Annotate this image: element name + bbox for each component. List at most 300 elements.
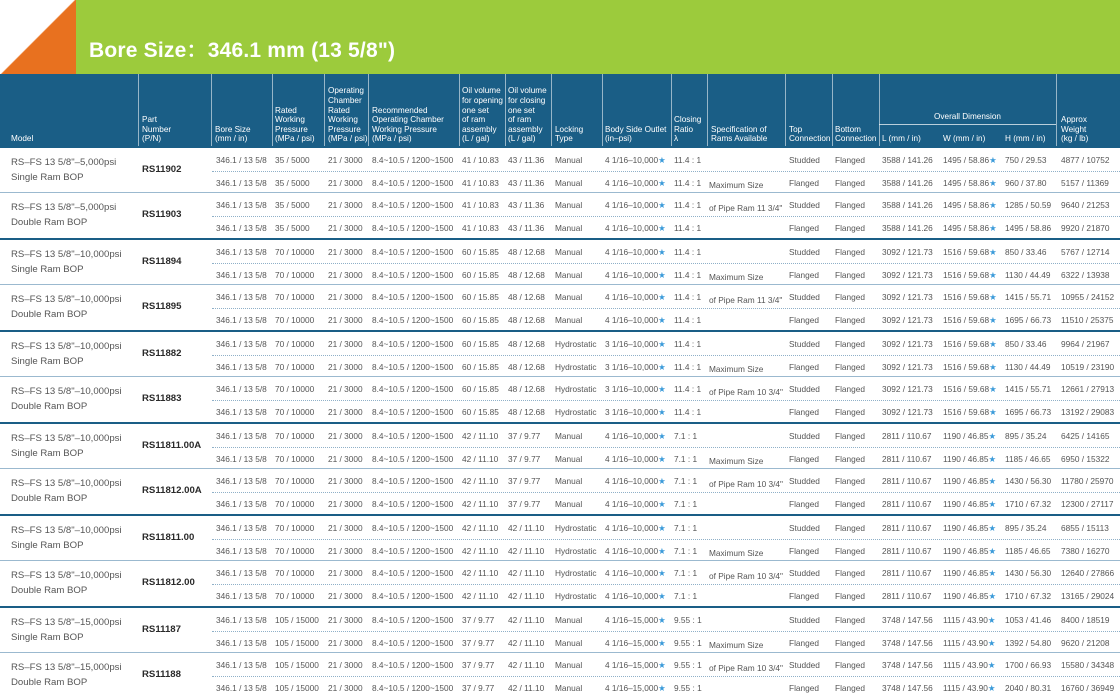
part-number: RS11811.00A bbox=[142, 440, 202, 451]
rated-pressure-cell bbox=[275, 270, 314, 280]
top-connection-cell bbox=[789, 270, 819, 280]
star-icon: ★ bbox=[989, 292, 997, 302]
header-closing-ratio-line: Closing bbox=[674, 115, 702, 125]
header-side-outlet bbox=[605, 125, 666, 144]
closing-ratio-cell-text: 11.4 : 1 bbox=[674, 178, 702, 188]
top-connection-cell-text: Flanged bbox=[789, 178, 819, 188]
height-cell bbox=[1005, 247, 1047, 257]
top-connection-cell-text: Flanged bbox=[789, 362, 819, 372]
spec-rams-note: of Pipe Ram 11 3/4" bbox=[709, 295, 783, 305]
closing-ratio-cell bbox=[674, 270, 701, 280]
oil-closing-cell bbox=[508, 476, 540, 486]
closing-ratio-cell-text: 7.1 : 1 bbox=[674, 499, 698, 509]
closing-ratio-cell-text: 11.4 : 1 bbox=[674, 362, 702, 372]
bore-size-cell bbox=[216, 384, 267, 394]
height-cell bbox=[1005, 384, 1051, 394]
length-cell-text: 2811 / 110.67 bbox=[882, 499, 932, 509]
oil-closing-cell-text: 37 / 9.77 bbox=[508, 454, 541, 464]
oil-opening-cell-text: 41 / 10.83 bbox=[462, 223, 499, 233]
side-outlet-cell bbox=[605, 431, 666, 441]
oil-closing-cell-text: 37 / 9.77 bbox=[508, 476, 541, 486]
op-chamber-pressure-cell-text: 21 / 3000 bbox=[328, 591, 363, 601]
locking-type-cell-text: Manual bbox=[555, 660, 583, 670]
width-cell bbox=[943, 407, 997, 417]
oil-closing-cell bbox=[508, 407, 545, 417]
star-icon: ★ bbox=[658, 200, 666, 210]
recommended-pressure-cell-text: 8.4~10.5 / 1200~1500 bbox=[372, 683, 454, 693]
height-cell-text: 1415 / 55.71 bbox=[1005, 384, 1052, 394]
top-connection-cell-text: Studded bbox=[789, 247, 820, 257]
height-cell-text: 895 / 35.24 bbox=[1005, 431, 1047, 441]
model-name bbox=[11, 384, 122, 414]
length-cell bbox=[882, 683, 933, 693]
oil-closing-cell-text: 42 / 11.10 bbox=[508, 523, 545, 533]
width-cell bbox=[943, 683, 995, 693]
bore-size-cell bbox=[216, 546, 267, 556]
locking-type-cell-text: Manual bbox=[555, 292, 583, 302]
oil-closing-cell-text: 48 / 12.68 bbox=[508, 315, 545, 325]
model-name-line: RS–FS 13 5/8"–10,000psi bbox=[11, 386, 122, 397]
weight-cell bbox=[1061, 270, 1109, 280]
height-cell bbox=[1005, 292, 1051, 302]
rated-pressure-cell-text: 105 / 15000 bbox=[275, 683, 319, 693]
length-cell bbox=[882, 247, 933, 257]
weight-cell-text: 6322 / 13938 bbox=[1061, 270, 1110, 280]
locking-type-cell bbox=[555, 155, 582, 165]
header-column-divider bbox=[671, 74, 672, 146]
model-group bbox=[0, 652, 1120, 698]
header-op-chamber-pressure-line: Rated bbox=[328, 105, 350, 115]
locking-type-cell bbox=[555, 315, 582, 325]
rated-pressure-cell bbox=[275, 384, 314, 394]
star-icon: ★ bbox=[658, 523, 666, 533]
spec-rams-note: Maximum Size bbox=[709, 456, 764, 466]
rated-pressure-cell bbox=[275, 407, 314, 417]
op-chamber-pressure-cell-text: 21 / 3000 bbox=[328, 431, 363, 441]
star-icon: ★ bbox=[658, 591, 666, 601]
weight-cell bbox=[1061, 568, 1114, 578]
star-icon: ★ bbox=[989, 247, 997, 257]
oil-closing-cell bbox=[508, 178, 544, 188]
header-recommended-pressure-line: Recommended bbox=[372, 105, 428, 115]
header-height-line: H (mm / in) bbox=[1005, 134, 1046, 144]
closing-ratio-cell-text: 11.4 : 1 bbox=[674, 200, 702, 210]
closing-ratio-cell bbox=[674, 499, 697, 509]
op-chamber-pressure-cell bbox=[328, 407, 363, 417]
side-outlet-cell-text: 4 1/16–10,000 bbox=[605, 523, 659, 533]
closing-ratio-cell-text: 11.4 : 1 bbox=[674, 223, 702, 233]
top-connection-cell bbox=[789, 315, 819, 325]
recommended-pressure-cell-text: 8.4~10.5 / 1200~1500 bbox=[372, 178, 454, 188]
bore-size-cell-text: 346.1 / 13 5/8 bbox=[216, 523, 267, 533]
oil-closing-cell bbox=[508, 660, 544, 670]
op-chamber-pressure-cell bbox=[328, 155, 363, 165]
height-cell-text: 1053 / 41.46 bbox=[1005, 615, 1052, 625]
star-icon: ★ bbox=[988, 546, 996, 556]
oil-opening-cell-text: 37 / 9.77 bbox=[462, 683, 495, 693]
header-oil-opening-line: Oil volume bbox=[462, 86, 501, 96]
side-outlet-cell bbox=[605, 270, 666, 280]
bore-size-cell-text: 346.1 / 13 5/8 bbox=[216, 431, 267, 441]
weight-cell-text: 11510 / 25375 bbox=[1061, 315, 1114, 325]
oil-opening-cell bbox=[462, 292, 499, 302]
header-column-divider bbox=[459, 74, 460, 146]
recommended-pressure-cell bbox=[372, 247, 453, 257]
model-name bbox=[11, 155, 116, 185]
width-cell-text: 1516 / 59.68 bbox=[943, 247, 990, 257]
locking-type-cell bbox=[555, 178, 582, 188]
bore-size-cell bbox=[216, 591, 267, 601]
op-chamber-pressure-cell bbox=[328, 476, 363, 486]
height-cell bbox=[1005, 270, 1051, 280]
bottom-connection-cell bbox=[835, 407, 865, 417]
height-cell bbox=[1005, 223, 1051, 233]
op-chamber-pressure-cell-text: 21 / 3000 bbox=[328, 454, 363, 464]
locking-type-cell bbox=[555, 660, 582, 670]
locking-type-cell bbox=[555, 270, 582, 280]
top-connection-cell-text: Studded bbox=[789, 292, 820, 302]
width-cell bbox=[943, 384, 997, 394]
oil-opening-cell-text: 42 / 11.10 bbox=[462, 546, 499, 556]
bottom-connection-cell bbox=[835, 155, 865, 165]
table-row bbox=[212, 540, 1120, 562]
height-cell-text: 1710 / 67.32 bbox=[1005, 591, 1052, 601]
star-icon: ★ bbox=[658, 454, 666, 464]
oil-opening-cell bbox=[462, 155, 499, 165]
width-cell bbox=[943, 223, 997, 233]
side-outlet-cell bbox=[605, 247, 666, 257]
recommended-pressure-cell-text: 8.4~10.5 / 1200~1500 bbox=[372, 431, 454, 441]
length-cell-text: 2811 / 110.67 bbox=[882, 454, 932, 464]
width-cell bbox=[943, 155, 997, 165]
width-cell-text: 1516 / 59.68 bbox=[943, 292, 990, 302]
star-icon: ★ bbox=[988, 591, 996, 601]
op-chamber-pressure-cell bbox=[328, 615, 363, 625]
oil-opening-cell bbox=[462, 546, 498, 556]
height-cell-text: 850 / 33.46 bbox=[1005, 339, 1047, 349]
side-outlet-cell-text: 4 1/16–10,000 bbox=[605, 591, 659, 601]
height-cell-text: 1695 / 66.73 bbox=[1005, 315, 1052, 325]
oil-opening-cell-text: 42 / 11.10 bbox=[462, 431, 499, 441]
side-outlet-cell-text: 4 1/16–10,000 bbox=[605, 476, 659, 486]
weight-cell-text: 12300 / 27117 bbox=[1061, 499, 1114, 509]
top-connection-cell-text: Studded bbox=[789, 568, 820, 578]
length-cell bbox=[882, 384, 933, 394]
oil-closing-cell-text: 42 / 11.10 bbox=[508, 568, 545, 578]
length-cell bbox=[882, 638, 933, 648]
oil-closing-cell-text: 37 / 9.77 bbox=[508, 499, 541, 509]
weight-cell-text: 9964 / 21967 bbox=[1061, 339, 1110, 349]
rated-pressure-cell-text: 70 / 10000 bbox=[275, 315, 315, 325]
header-oil-closing-line: assembly bbox=[508, 124, 543, 134]
height-cell-text: 1285 / 50.59 bbox=[1005, 200, 1052, 210]
locking-type-cell-text: Hydrostatic bbox=[555, 523, 597, 533]
side-outlet-cell bbox=[605, 155, 666, 165]
header-rated-pressure-line: Rated bbox=[275, 105, 297, 115]
op-chamber-pressure-cell bbox=[328, 431, 363, 441]
locking-type-cell-text: Manual bbox=[555, 155, 583, 165]
locking-type-cell-text: Hydrostatic bbox=[555, 362, 597, 372]
weight-cell-text: 6425 / 14165 bbox=[1061, 431, 1110, 441]
bottom-connection-cell-text: Flanged bbox=[835, 454, 865, 464]
width-cell-text: 1115 / 43.90 bbox=[943, 683, 988, 693]
model-group bbox=[0, 560, 1120, 606]
locking-type-cell-text: Manual bbox=[555, 615, 583, 625]
locking-type-cell-text: Manual bbox=[555, 200, 583, 210]
bore-size-cell bbox=[216, 247, 267, 257]
header-oil-closing-line: of ram bbox=[508, 115, 532, 125]
weight-cell bbox=[1061, 223, 1109, 233]
length-cell-text: 2811 / 110.67 bbox=[882, 546, 932, 556]
closing-ratio-cell bbox=[674, 568, 697, 578]
closing-ratio-cell-text: 11.4 : 1 bbox=[674, 315, 702, 325]
weight-cell bbox=[1061, 292, 1114, 302]
rated-pressure-cell bbox=[275, 568, 314, 578]
width-cell-text: 1190 / 46.85 bbox=[943, 568, 989, 578]
length-cell-text: 3748 / 147.56 bbox=[882, 683, 933, 693]
header-top-connection-line: Top bbox=[789, 124, 803, 134]
star-icon: ★ bbox=[658, 155, 666, 165]
header-spec-rams-line: Rams Available bbox=[711, 134, 768, 144]
rated-pressure-cell-text: 105 / 15000 bbox=[275, 660, 319, 670]
header-bore-size-line: Bore Size bbox=[215, 124, 251, 134]
length-cell-text: 3092 / 121.73 bbox=[882, 339, 933, 349]
closing-ratio-cell bbox=[674, 476, 697, 486]
recommended-pressure-cell bbox=[372, 431, 453, 441]
model-name-line: Double Ram BOP bbox=[11, 309, 88, 320]
bore-size-cell bbox=[216, 407, 267, 417]
star-icon: ★ bbox=[658, 223, 666, 233]
table-row bbox=[212, 378, 1120, 400]
oil-opening-cell bbox=[462, 223, 499, 233]
recommended-pressure-cell-text: 8.4~10.5 / 1200~1500 bbox=[372, 200, 454, 210]
model-group bbox=[0, 192, 1120, 238]
side-outlet-cell-text: 3 1/16–10,000 bbox=[605, 407, 659, 417]
top-connection-cell-text: Studded bbox=[789, 200, 820, 210]
recommended-pressure-cell-text: 8.4~10.5 / 1200~1500 bbox=[372, 454, 454, 464]
rated-pressure-cell bbox=[275, 155, 310, 165]
top-connection-cell-text: Studded bbox=[789, 384, 820, 394]
top-connection-cell bbox=[789, 200, 820, 210]
table-row bbox=[212, 309, 1120, 331]
bottom-connection-cell-text: Flanged bbox=[835, 315, 865, 325]
header-closing-ratio-line: Ratio bbox=[674, 124, 694, 134]
bore-size-cell-text: 346.1 / 13 5/8 bbox=[216, 591, 267, 601]
oil-closing-cell bbox=[508, 568, 544, 578]
bore-size-cell bbox=[216, 615, 267, 625]
locking-type-cell-text: Manual bbox=[555, 476, 583, 486]
bore-size-cell bbox=[216, 200, 267, 210]
star-icon: ★ bbox=[658, 362, 666, 372]
bottom-connection-cell bbox=[835, 339, 865, 349]
length-cell-text: 3588 / 141.26 bbox=[882, 223, 933, 233]
width-cell-text: 1190 / 46.85 bbox=[943, 454, 989, 464]
bore-size-cell-text: 346.1 / 13 5/8 bbox=[216, 178, 267, 188]
width-cell bbox=[943, 200, 997, 210]
rated-pressure-cell bbox=[275, 223, 310, 233]
top-connection-cell bbox=[789, 615, 820, 625]
bottom-connection-cell bbox=[835, 615, 865, 625]
header-oil-opening-line: of ram bbox=[462, 115, 486, 125]
weight-cell bbox=[1061, 660, 1114, 670]
closing-ratio-cell-text: 11.4 : 1 bbox=[674, 292, 702, 302]
height-cell-text: 1495 / 58.86 bbox=[1005, 223, 1052, 233]
length-cell-text: 2811 / 110.67 bbox=[882, 591, 932, 601]
bottom-connection-cell bbox=[835, 270, 865, 280]
side-outlet-cell-text: 4 1/16–10,000 bbox=[605, 546, 659, 556]
op-chamber-pressure-cell-text: 21 / 3000 bbox=[328, 615, 363, 625]
bore-size-cell-text: 346.1 / 13 5/8 bbox=[216, 568, 267, 578]
rated-pressure-cell bbox=[275, 200, 310, 210]
recommended-pressure-cell bbox=[372, 476, 453, 486]
locking-type-cell bbox=[555, 407, 597, 417]
top-connection-cell bbox=[789, 292, 820, 302]
bore-size-cell bbox=[216, 454, 267, 464]
table-row bbox=[212, 264, 1120, 286]
bottom-connection-cell-text: Flanged bbox=[835, 660, 865, 670]
height-cell bbox=[1005, 546, 1051, 556]
spec-rams-note: of Pipe Ram 10 3/4" bbox=[709, 479, 783, 489]
rated-pressure-cell bbox=[275, 476, 314, 486]
side-outlet-cell-text: 4 1/16–10,000 bbox=[605, 292, 659, 302]
model-name-line: Double Ram BOP bbox=[11, 585, 88, 596]
weight-cell-text: 10955 / 24152 bbox=[1061, 292, 1115, 302]
header-part-number-line: (P/N) bbox=[142, 134, 162, 144]
oil-opening-cell bbox=[462, 454, 498, 464]
bore-size-cell-text: 346.1 / 13 5/8 bbox=[216, 247, 267, 257]
rated-pressure-cell-text: 70 / 10000 bbox=[275, 431, 315, 441]
width-cell-text: 1190 / 46.85 bbox=[943, 431, 989, 441]
header-op-chamber-pressure-line: Pressure bbox=[328, 124, 361, 134]
locking-type-cell-text: Manual bbox=[555, 454, 583, 464]
length-cell bbox=[882, 454, 932, 464]
height-cell bbox=[1005, 431, 1047, 441]
bore-size-cell bbox=[216, 178, 267, 188]
rated-pressure-cell-text: 70 / 10000 bbox=[275, 292, 315, 302]
spec-rams-note: of Pipe Ram 10 3/4" bbox=[709, 663, 783, 673]
top-connection-cell-text: Flanged bbox=[789, 683, 819, 693]
model-name-line: Single Ram BOP bbox=[11, 540, 84, 551]
bottom-connection-cell bbox=[835, 223, 865, 233]
oil-opening-cell bbox=[462, 384, 499, 394]
side-outlet-cell bbox=[605, 523, 666, 533]
rated-pressure-cell bbox=[275, 499, 314, 509]
oil-opening-cell-text: 42 / 11.10 bbox=[462, 454, 499, 464]
oil-closing-cell bbox=[508, 223, 544, 233]
op-chamber-pressure-cell-text: 21 / 3000 bbox=[328, 247, 363, 257]
header-side-outlet-line: (in–psi) bbox=[605, 134, 632, 144]
locking-type-cell bbox=[555, 546, 597, 556]
closing-ratio-cell-text: 7.1 : 1 bbox=[674, 546, 698, 556]
weight-cell bbox=[1061, 247, 1109, 257]
oil-closing-cell bbox=[508, 523, 544, 533]
side-outlet-cell bbox=[605, 454, 666, 464]
bore-size-cell-text: 346.1 / 13 5/8 bbox=[216, 270, 267, 280]
star-icon: ★ bbox=[989, 270, 997, 280]
spec-rams-note: Maximum Size bbox=[709, 364, 764, 374]
oil-opening-cell-text: 60 / 15.85 bbox=[462, 407, 499, 417]
recommended-pressure-cell bbox=[372, 407, 453, 417]
weight-cell bbox=[1061, 523, 1109, 533]
side-outlet-cell bbox=[605, 546, 666, 556]
bottom-connection-cell-text: Flanged bbox=[835, 638, 865, 648]
header-column-divider bbox=[505, 74, 506, 146]
width-cell bbox=[943, 499, 996, 509]
bore-size-cell-text: 346.1 / 13 5/8 bbox=[216, 546, 267, 556]
op-chamber-pressure-cell-text: 21 / 3000 bbox=[328, 384, 363, 394]
oil-opening-cell-text: 42 / 11.10 bbox=[462, 499, 499, 509]
length-cell-text: 3748 / 147.56 bbox=[882, 660, 933, 670]
model-name-line: RS–FS 13 5/8"–10,000psi bbox=[11, 341, 122, 352]
weight-cell bbox=[1061, 431, 1109, 441]
model-name-line: RS–FS 13 5/8"–10,000psi bbox=[11, 525, 122, 536]
op-chamber-pressure-cell-text: 21 / 3000 bbox=[328, 223, 363, 233]
title-banner bbox=[0, 0, 1120, 74]
width-cell-text: 1495 / 58.86 bbox=[943, 155, 990, 165]
oil-opening-cell bbox=[462, 638, 494, 648]
bottom-connection-cell-text: Flanged bbox=[835, 200, 865, 210]
recommended-pressure-cell bbox=[372, 200, 453, 210]
bottom-connection-cell-text: Flanged bbox=[835, 155, 865, 165]
bore-size-cell-text: 346.1 / 13 5/8 bbox=[216, 454, 267, 464]
star-icon: ★ bbox=[987, 615, 996, 625]
length-cell-text: 3748 / 147.56 bbox=[882, 638, 933, 648]
header-part-number-line: Part bbox=[142, 115, 158, 125]
length-cell bbox=[882, 178, 933, 188]
bottom-connection-cell-text: Flanged bbox=[835, 523, 865, 533]
header-bore-size bbox=[215, 125, 251, 144]
bottom-connection-cell-text: Flanged bbox=[835, 362, 865, 372]
width-cell-text: 1516 / 59.68 bbox=[943, 339, 990, 349]
part-number: RS11812.00A bbox=[142, 485, 202, 496]
locking-type-cell bbox=[555, 454, 582, 464]
header-part-number bbox=[142, 115, 171, 144]
locking-type-cell bbox=[555, 339, 597, 349]
table-row bbox=[212, 493, 1120, 515]
model-name-line: RS–FS 13 5/8"–10,000psi bbox=[11, 294, 122, 305]
rated-pressure-cell bbox=[275, 339, 314, 349]
oil-closing-cell-text: 42 / 11.10 bbox=[508, 615, 545, 625]
model-name bbox=[11, 660, 122, 690]
oil-closing-cell bbox=[508, 454, 540, 464]
star-icon: ★ bbox=[658, 315, 666, 325]
recommended-pressure-cell-text: 8.4~10.5 / 1200~1500 bbox=[372, 223, 454, 233]
star-icon: ★ bbox=[989, 339, 997, 349]
op-chamber-pressure-cell bbox=[328, 568, 363, 578]
length-cell bbox=[882, 407, 933, 417]
header-spec-rams-line: Specification of bbox=[711, 124, 767, 134]
header-column-divider bbox=[832, 74, 833, 146]
header-column-divider bbox=[211, 74, 212, 146]
header-closing-ratio-line: λ bbox=[674, 134, 679, 144]
model-group bbox=[0, 284, 1120, 330]
top-connection-cell-text: Flanged bbox=[789, 407, 819, 417]
header-weight bbox=[1061, 115, 1088, 144]
weight-cell-text: 9620 / 21208 bbox=[1061, 638, 1110, 648]
model-name-line: RS–FS 13 5/8"–10,000psi bbox=[11, 570, 122, 581]
recommended-pressure-cell bbox=[372, 362, 453, 372]
bore-size-cell-text: 346.1 / 13 5/8 bbox=[216, 638, 267, 648]
width-cell-text: 1115 / 43.90 bbox=[943, 638, 988, 648]
oil-closing-cell bbox=[508, 546, 544, 556]
oil-opening-cell bbox=[462, 178, 499, 188]
header-oil-opening-line: for opening bbox=[462, 96, 503, 106]
star-icon: ★ bbox=[658, 638, 666, 648]
closing-ratio-cell-text: 7.1 : 1 bbox=[674, 431, 698, 441]
recommended-pressure-cell-text: 8.4~10.5 / 1200~1500 bbox=[372, 523, 454, 533]
closing-ratio-cell-text: 7.1 : 1 bbox=[674, 523, 698, 533]
weight-cell-text: 9640 / 21253 bbox=[1061, 200, 1110, 210]
